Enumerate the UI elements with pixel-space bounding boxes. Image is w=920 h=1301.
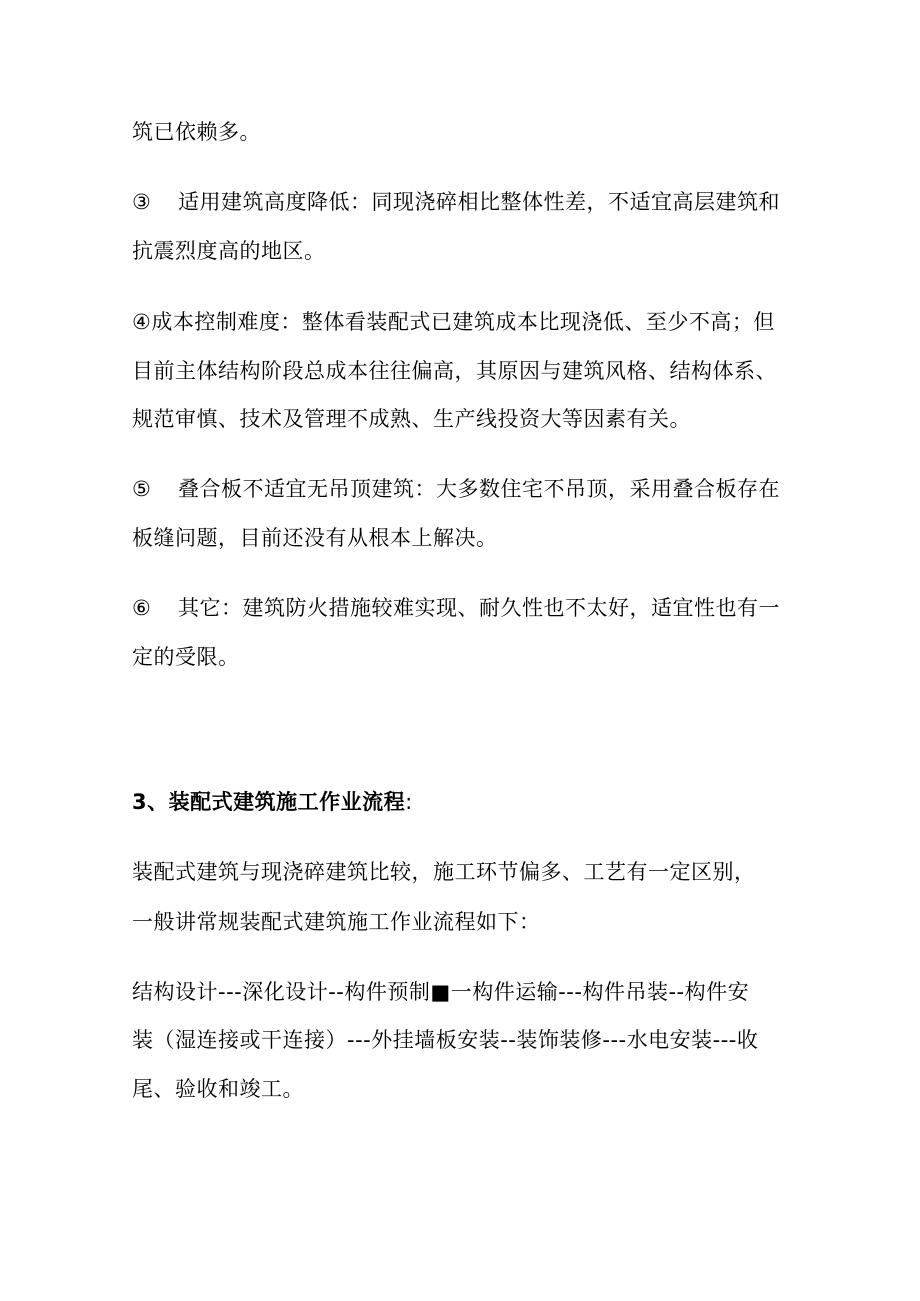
item5-line1 <box>132 474 780 504</box>
item5-line2: 板缝问题，目前还没有从根本上解决。 <box>132 526 498 550</box>
item6-text-line1: 其它：建筑防火措施较难实现、耐久性也不太好，适宜性也有一 <box>178 596 780 620</box>
process-line1: 结构设计---深化设计--构件预制■一构件运输---构件吊装--构件安 <box>132 980 750 1004</box>
item4-marker: ④ <box>132 310 152 334</box>
item2-continuation: 筑已依赖多。 <box>132 120 261 144</box>
item3-marker: ③ <box>132 190 152 214</box>
item4-line2: 目前主体结构阶段总成本往往偏高，其原因与建筑风格、结构体系、 <box>132 359 777 383</box>
item6-line1 <box>132 593 780 623</box>
item3-line2: 抗震烈度高的地区。 <box>132 239 326 263</box>
item5-text-line1: 叠合板不适宜无吊顶建筑：大多数住宅不吊顶，采用叠合板存在 <box>178 477 780 501</box>
item5-marker: ⑤ <box>132 477 152 501</box>
item4-line3: 规范审慎、技术及管理不成熟、生产线投资大等因素有关。 <box>132 407 691 431</box>
item4-line1 <box>132 307 775 337</box>
item6-marker: ⑥ <box>132 596 152 620</box>
section3-heading-text: 3、装配式建筑施工作业流程 <box>132 790 406 814</box>
item3-line1 <box>132 187 780 217</box>
section3-heading <box>132 787 413 817</box>
item4-text-line1: 成本控制难度：整体看装配式已建筑成本比现浇低、至少不高；但 <box>151 310 775 334</box>
intro-line2: 一般讲常规装配式建筑施工作业流程如下： <box>132 910 541 934</box>
process-line3: 尾、验收和竣工。 <box>132 1077 304 1101</box>
item6-line2: 定的受限。 <box>132 645 240 669</box>
item3-text-line1: 适用建筑高度降低：同现浇碎相比整体性差，不适宜高层建筑和 <box>178 190 780 214</box>
process-line2: 装（湿连接或干连接）---外挂墙板安装--装饰装修---水电安装---收 <box>132 1028 759 1052</box>
section3-heading-colon: : <box>405 790 413 814</box>
intro-line1: 装配式建筑与现浇碎建筑比较，施工环节偏多、工艺有一定区别， <box>132 860 756 884</box>
